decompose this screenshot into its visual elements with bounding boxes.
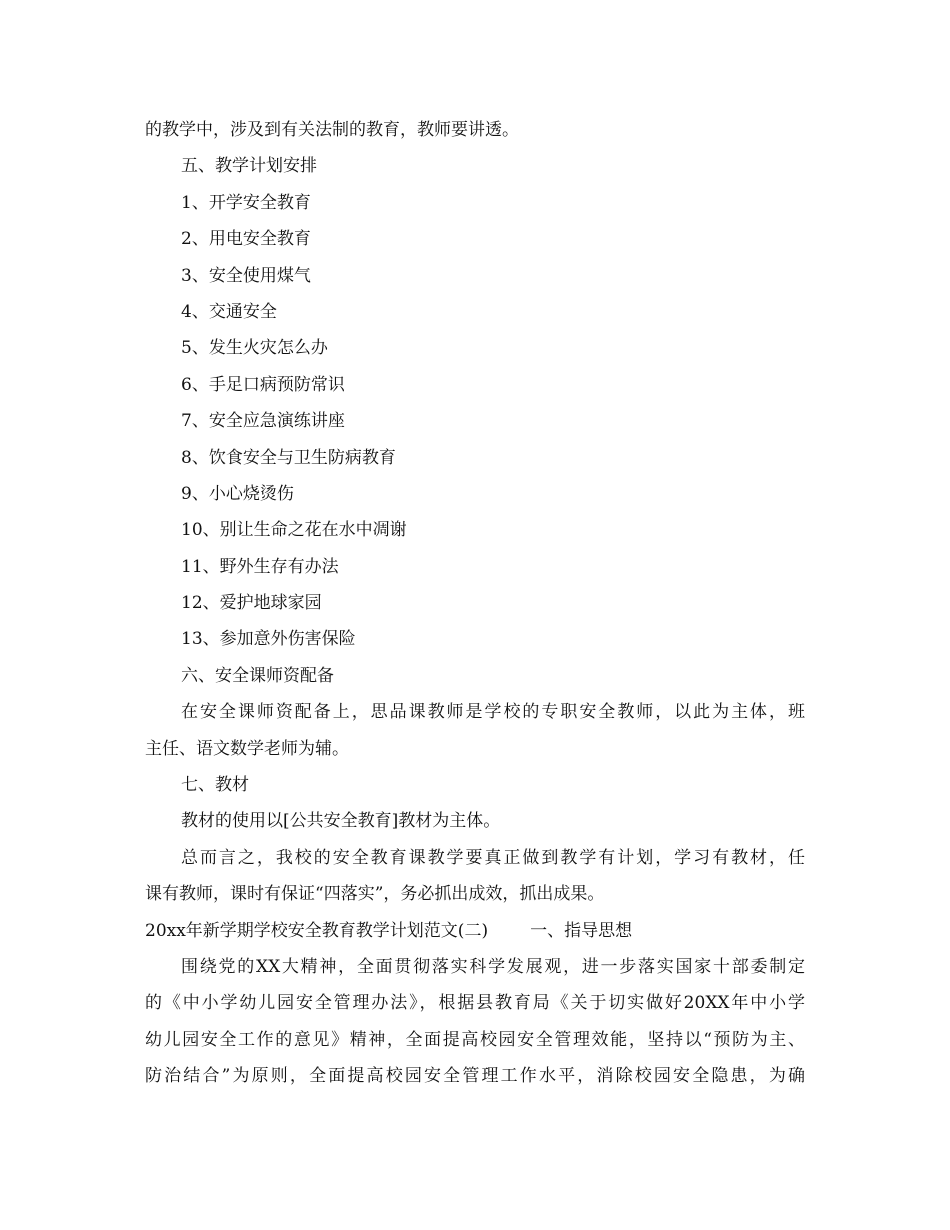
section-heading-staff: 六、安全课师资配备 (181, 665, 334, 686)
summary-paragraph-line-2: 课有教师，课时有保证“四落实”，务必抓出成效，抓出成果。 (145, 884, 605, 905)
plan-item-1: 1、开学安全教育 (181, 192, 311, 213)
article-subtitle-row (145, 913, 805, 949)
article-subtitle: 20xx年新学期学校安全教育教学计划范文(二) (145, 920, 489, 941)
section-heading-textbook: 七、教材 (181, 775, 249, 796)
paragraph-continuation: 的教学中，涉及到有关法制的教育，教师要讲透。 (145, 120, 519, 140)
document-body (145, 112, 805, 1095)
guidance-paragraph-line-1: 围绕党的XX大精神，全面贯彻落实科学发展观，进一步落实国家十部委制定 (181, 956, 805, 977)
plan-item-7: 7、安全应急演练讲座 (181, 411, 345, 432)
plan-item-3: 3、安全使用煤气 (181, 265, 311, 286)
plan-item-12: 12、爱护地球家园 (181, 593, 322, 614)
guidance-paragraph-line-2: 的《中小学幼儿园安全管理办法》，根据县教育局《关于切实做好20XX年中小学 (145, 993, 805, 1014)
plan-item-13: 13、参加意外伤害保险 (181, 629, 356, 650)
plan-item-9: 9、小心烧烫伤 (181, 483, 294, 504)
plan-item-5: 5、发生火灾怎么办 (181, 338, 328, 359)
section-heading-plan: 五、教学计划安排 (181, 156, 317, 177)
plan-item-4: 4、交通安全 (181, 301, 277, 322)
plan-item-10: 10、别让生命之花在水中凋谢 (181, 520, 407, 541)
staff-paragraph-line-2: 主任、语文数学老师为辅。 (145, 738, 349, 759)
section-heading-guidance: 一、指导思想 (530, 920, 633, 941)
guidance-paragraph-line-3: 幼儿园安全工作的意见》精神，全面提高校园安全管理效能，坚持以“预防为主、 (145, 1029, 805, 1050)
plan-item-2: 2、用电安全教育 (181, 229, 311, 250)
textbook-paragraph: 教材的使用以[公共安全教育]教材为主体。 (181, 811, 501, 832)
guidance-paragraph-line-4: 防治结合”为原则，全面提高校园安全管理工作水平，消除校园安全隐患，为确 (145, 1066, 805, 1087)
plan-item-8: 8、饮食安全与卫生防病教育 (181, 447, 396, 468)
staff-paragraph-line-1: 在安全课师资配备上，思品课教师是学校的专职安全教师，以此为主体，班 (181, 702, 805, 723)
plan-item-11: 11、野外生存有办法 (181, 556, 339, 577)
summary-paragraph-line-1: 总而言之，我校的安全教育课教学要真正做到教学有计划，学习有教材，任 (181, 847, 805, 868)
plan-item-6: 6、手足口病预防常识 (181, 374, 345, 395)
